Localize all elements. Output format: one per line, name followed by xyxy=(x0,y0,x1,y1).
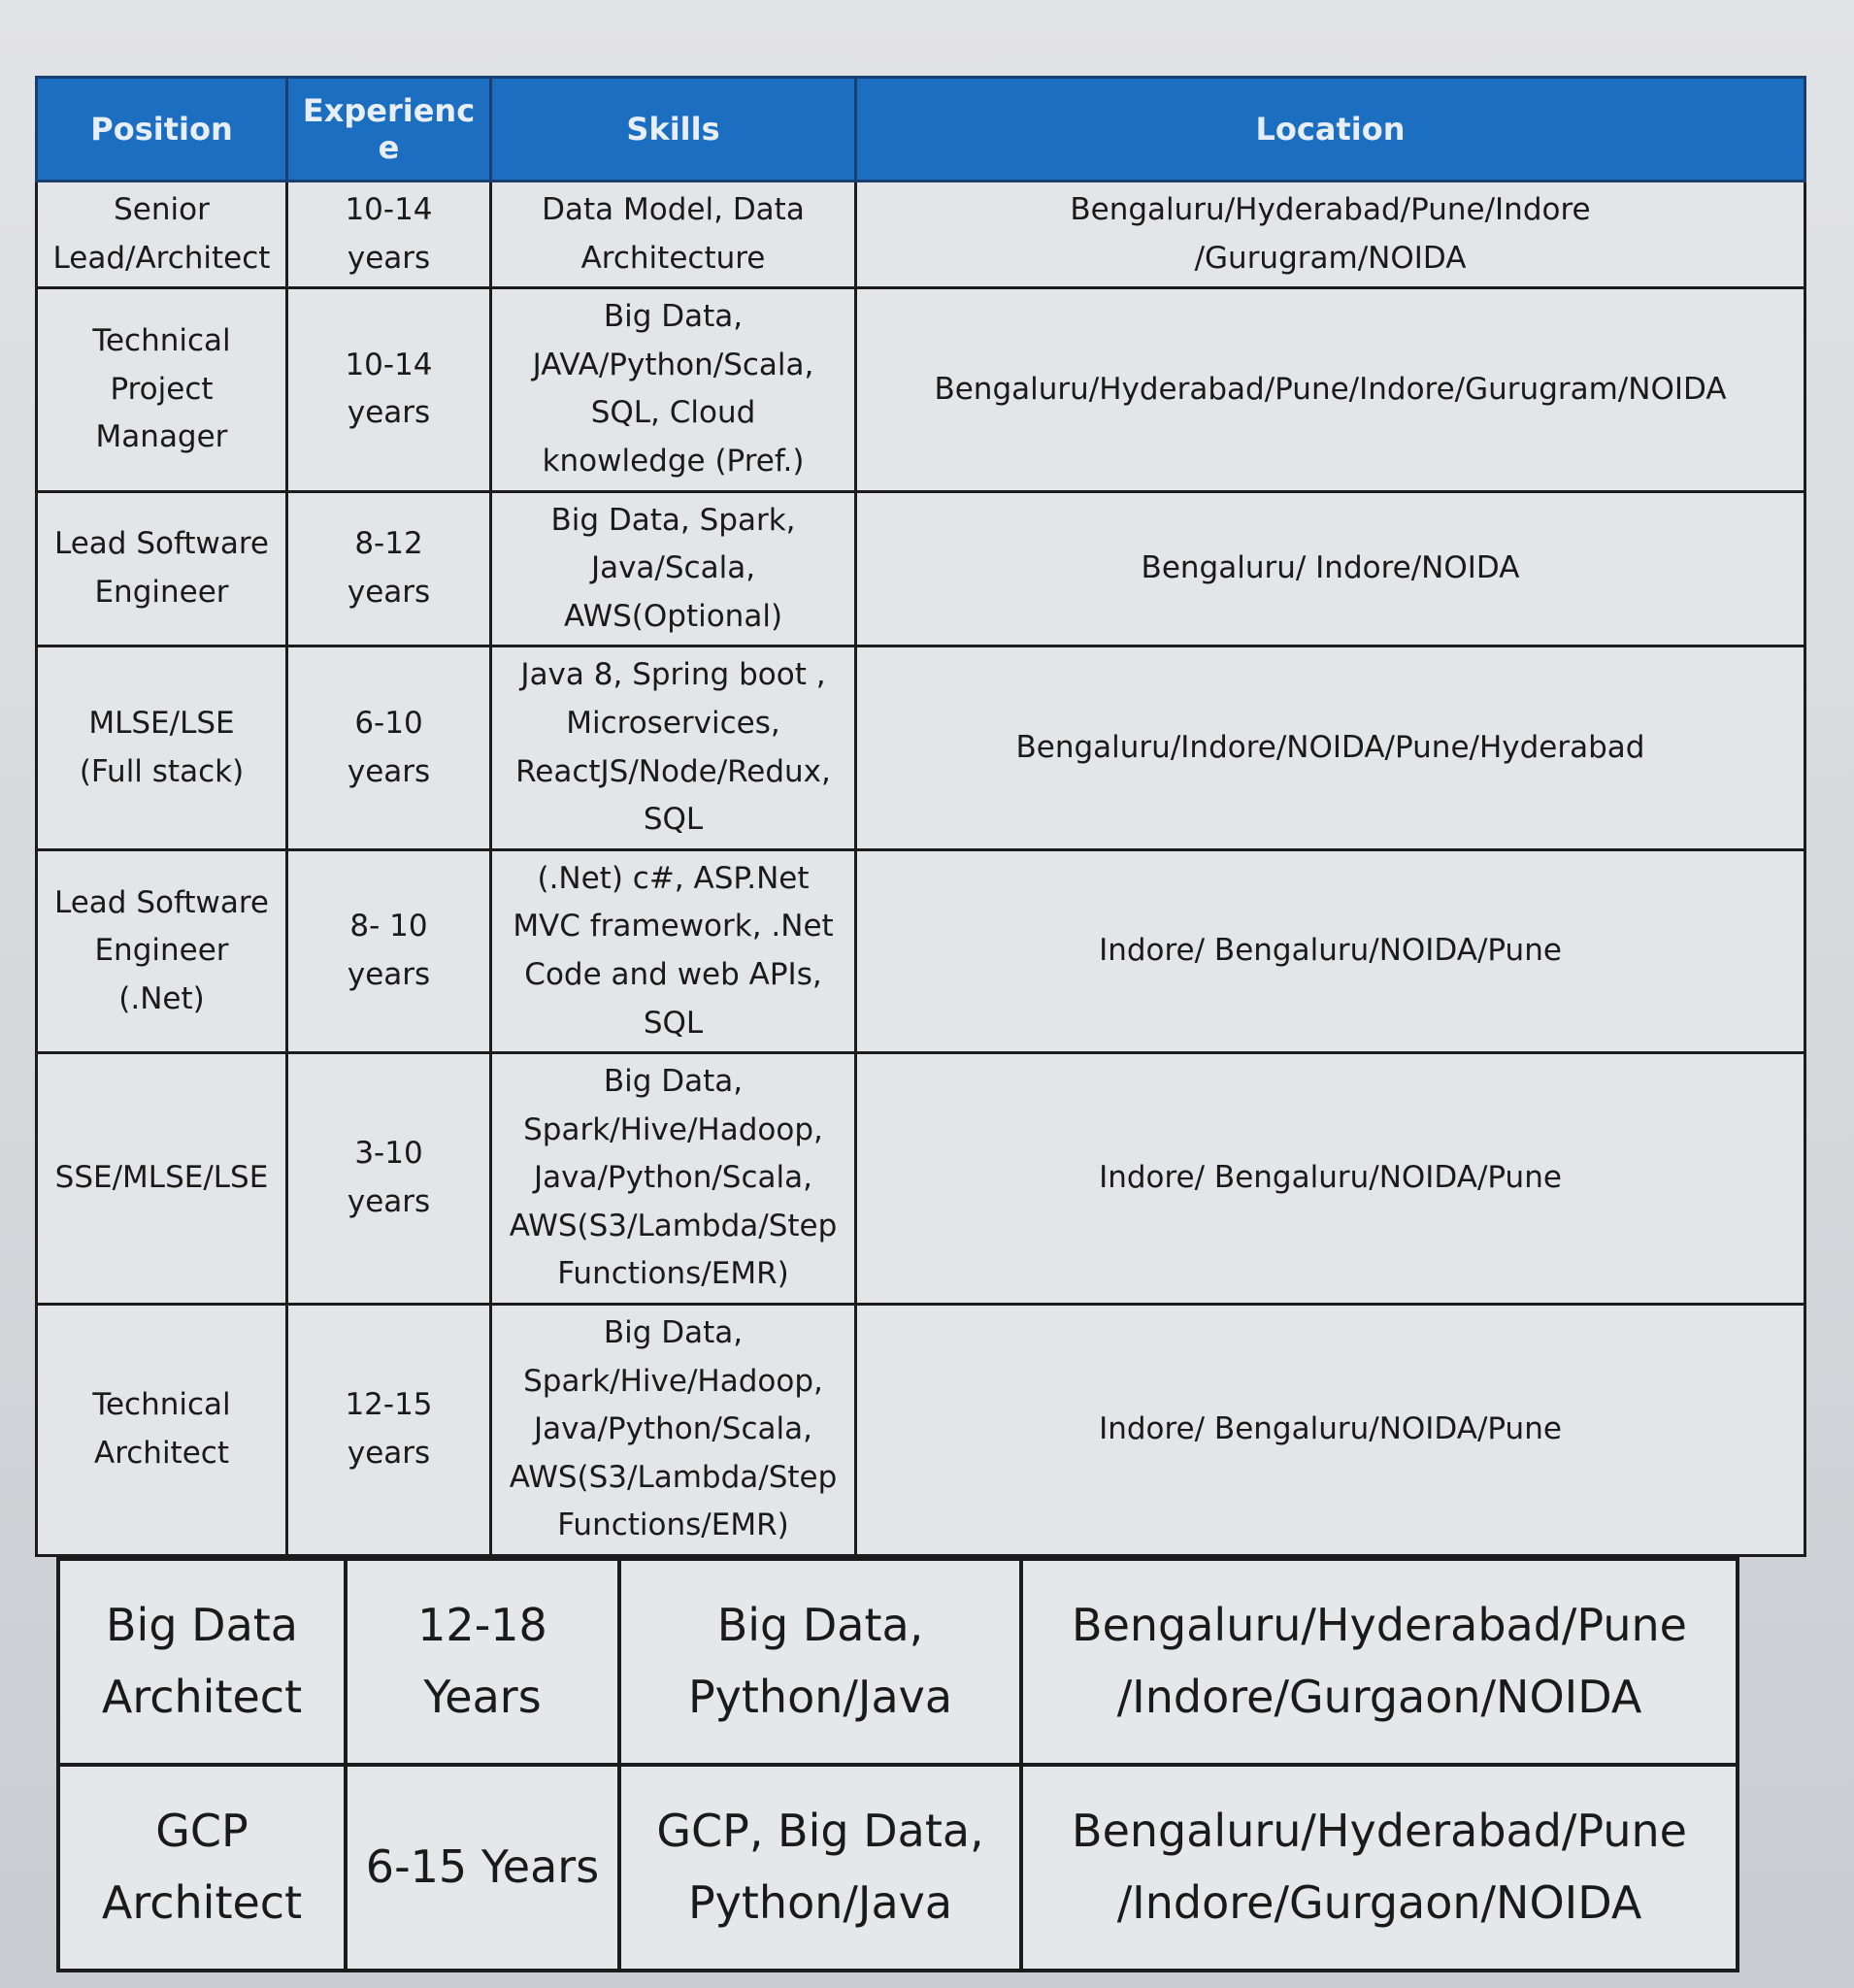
header-row xyxy=(37,78,1805,182)
experience-cell: 8-12 years xyxy=(287,491,491,646)
job-openings-table xyxy=(35,76,1806,1557)
table-row xyxy=(58,1765,1738,1971)
location-cell: Bengaluru/ Indore/NOIDA xyxy=(856,491,1805,646)
experience-cell: 12-18 Years xyxy=(346,1559,619,1765)
skills-cell: Big Data, Spark, Java/Scala, AWS(Optional) xyxy=(491,491,856,646)
skills-cell: Data Model, Data Architecture xyxy=(491,182,856,288)
location-cell: Bengaluru/Hyderabad/Pune/Indore /Gurugram/NOIDA xyxy=(856,182,1805,288)
experience-cell: 6-10 years xyxy=(287,646,491,849)
position-cell: MLSE/LSE (Full stack) xyxy=(37,646,287,849)
skills-cell: Big Data, Spark/Hive/Hadoop, Java/Python/Scala, AWS(S3/Lambda/Step Functions/EMR) xyxy=(491,1305,856,1556)
experience-cell: 10-14 years xyxy=(287,288,491,491)
location-cell: Bengaluru/Hyderabad/Pune /Indore/Gurgaon/NOIDA xyxy=(1021,1765,1738,1971)
experience-cell: 3-10 years xyxy=(287,1053,491,1305)
header-location: Location xyxy=(856,78,1805,182)
header-experience: Experience xyxy=(287,78,491,182)
table-row xyxy=(37,491,1805,646)
skills-cell: Java 8, Spring boot , Microservices, ReactJS/Node/Redux, SQL xyxy=(491,646,856,849)
table-row xyxy=(37,1305,1805,1556)
location-cell: Bengaluru/Hyderabad/Pune /Indore/Gurgaon/NOIDA xyxy=(1021,1559,1738,1765)
location-cell: Bengaluru/Indore/NOIDA/Pune/Hyderabad xyxy=(856,646,1805,849)
location-cell: Bengaluru/Hyderabad/Pune/Indore/Gurugram/NOIDA xyxy=(856,288,1805,491)
location-cell: Indore/ Bengaluru/NOIDA/Pune xyxy=(856,849,1805,1052)
skills-cell: (.Net) c#, ASP.Net MVC framework, .Net Code and web APIs, SQL xyxy=(491,849,856,1052)
position-cell: Senior Lead/Architect xyxy=(37,182,287,288)
header-position: Position xyxy=(37,78,287,182)
position-cell: SSE/MLSE/LSE xyxy=(37,1053,287,1305)
table-row xyxy=(37,288,1805,491)
position-cell: Big Data Architect xyxy=(58,1559,346,1765)
table-row xyxy=(37,849,1805,1052)
skills-cell: Big Data, JAVA/Python/Scala, SQL, Cloud knowledge (Pref.) xyxy=(491,288,856,491)
position-cell: Technical Project Manager xyxy=(37,288,287,491)
table-row xyxy=(58,1559,1738,1765)
position-cell: Lead Software Engineer xyxy=(37,491,287,646)
skills-cell: Big Data, Spark/Hive/Hadoop, Java/Python/Scala, AWS(S3/Lambda/Step Functions/EMR) xyxy=(491,1053,856,1305)
position-cell: Technical Architect xyxy=(37,1305,287,1556)
table-row xyxy=(37,646,1805,849)
skills-cell: GCP, Big Data, Python/Java xyxy=(619,1765,1021,1971)
header-skills: Skills xyxy=(491,78,856,182)
skills-cell: Big Data, Python/Java xyxy=(619,1559,1021,1765)
experience-cell: 12-15 years xyxy=(287,1305,491,1556)
location-cell: Indore/ Bengaluru/NOIDA/Pune xyxy=(856,1305,1805,1556)
table-row xyxy=(37,1053,1805,1305)
position-cell: GCP Architect xyxy=(58,1765,346,1971)
location-cell: Indore/ Bengaluru/NOIDA/Pune xyxy=(856,1053,1805,1305)
experience-cell: 8- 10 years xyxy=(287,849,491,1052)
position-cell: Lead Software Engineer (.Net) xyxy=(37,849,287,1052)
experience-cell: 10-14 years xyxy=(287,182,491,288)
architect-roles-table xyxy=(56,1557,1739,1972)
table-row xyxy=(37,182,1805,288)
experience-cell: 6-15 Years xyxy=(346,1765,619,1971)
